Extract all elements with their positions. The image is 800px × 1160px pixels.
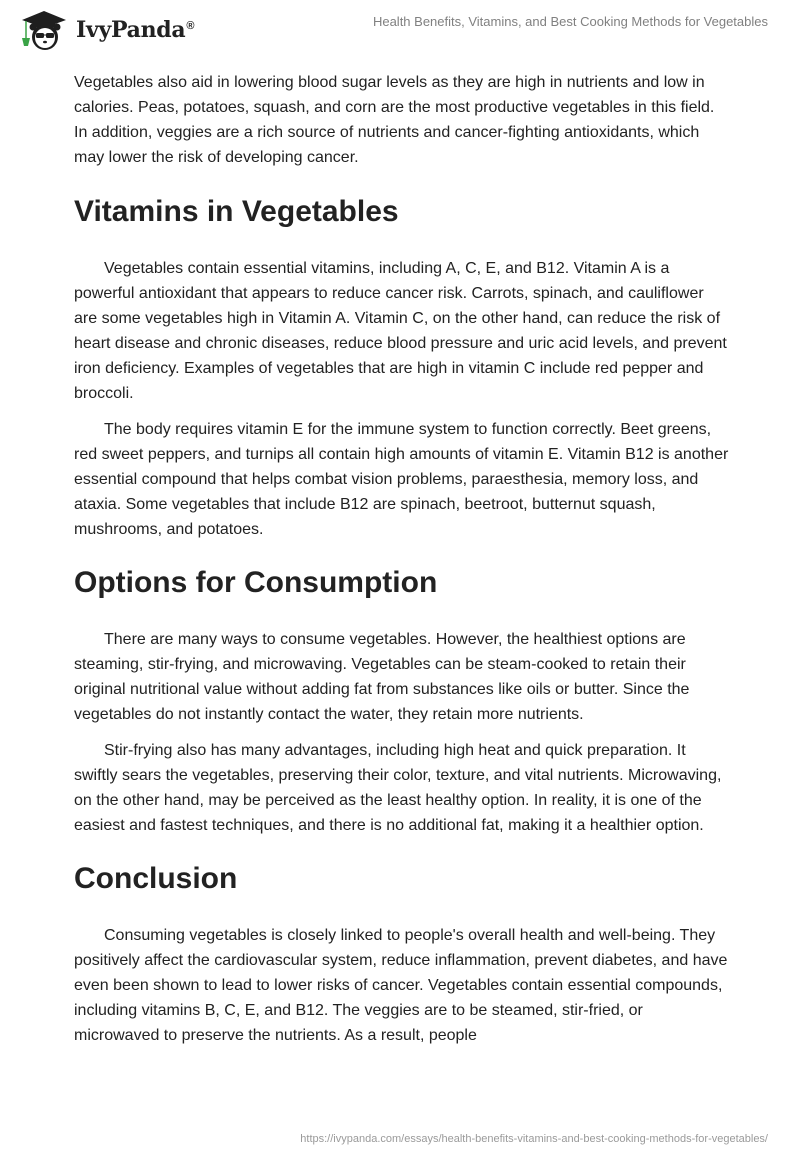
page-header (0, 0, 800, 56)
section-heading-consumption: Options for Consumption (74, 566, 438, 599)
paragraph-vitamins-2: The body requires vitamin E for the immune system to function correctly. Beet greens, red sweet peppers, and turnips all contain high amounts of vitamin E. Vitamin B12 is another essential compound that helps combat vision problems, paraesthesia, memory loss, and ataxia. Some vegetables that include B12 are spinach, beetroot, butternut squash, mushrooms, and potatoes. (74, 421, 729, 538)
section-heading-vitamins: Vitamins in Vegetables (74, 195, 399, 228)
ivypanda-logo[interactable] (18, 8, 194, 52)
paragraph-vitamins-1: Vegetables contain essential vitamins, including A, C, E, and B12. Vitamin A is a powerful antioxidant that appears to reduce cancer risk. Carrots, spinach, and cauliflower are some vegetables high in Vitamin A. Vitamin C, on the other hand, can reduce the risk of heart disease and chronic diseases, reduce blood pressure and uric acid levels, and prevent iron deficiency. Examples of vegetables that are high in vitamin C include red pepper and broccoli. (74, 260, 727, 402)
paragraph-conclusion-1: Consuming vegetables is closely linked to people's overall health and well-being. They positively affect the cardiovascular system, reduce inflammation, prevent diabetes, and have even been shown to lead to lower risks of cancer. Vegetables contain essential compounds, including vitamins B, C, E, and B12. The veggies are to be steamed, stir-fried, or microwaved to preserve the nutrients. As a result, people (74, 927, 728, 1044)
paragraph-consumption-2: Stir-frying also has many advantages, including high heat and quick preparation. It swiftly sears the vegetables, preserving their color, texture, and vital nutrients. Microwaving, on the other hand, may be perceived as the least healthy option. In reality, it is one of the easiest and fastest techniques, and there is no additional fat, making it a healthier option. (74, 742, 722, 834)
logo-wordmark: IvyPanda® (76, 17, 195, 43)
source-url-link[interactable]: https://ivypanda.com/essays/health-benefits-vitamins-and-best-cooking-methods-for-vegetables/ (300, 1133, 768, 1145)
document-title: Health Benefits, Vitamins, and Best Cooking Methods for Vegetables (372, 14, 768, 29)
intro-paragraph: Vegetables also aid in lowering blood sugar levels as they are high in nutrients and low in calories. Peas, potatoes, squash, and corn are the most productive vegetables in this field. In addition, veggies are a rich source of nutrients and cancer-fighting antioxidants, which may lower the risk of developing cancer. (74, 74, 715, 166)
panda-graduate-icon (18, 8, 70, 52)
section-heading-conclusion: Conclusion (74, 862, 238, 895)
essay-body (74, 70, 730, 1048)
paragraph-consumption-1: There are many ways to consume vegetables. However, the healthiest options are steaming, stir-frying, and microwaving. Vegetables can be steam-cooked to retain their original nutritional value without adding fat from substances like oils or butter. Since the vegetables do not instantly contact the water, they retain more nutrients. (74, 631, 690, 723)
